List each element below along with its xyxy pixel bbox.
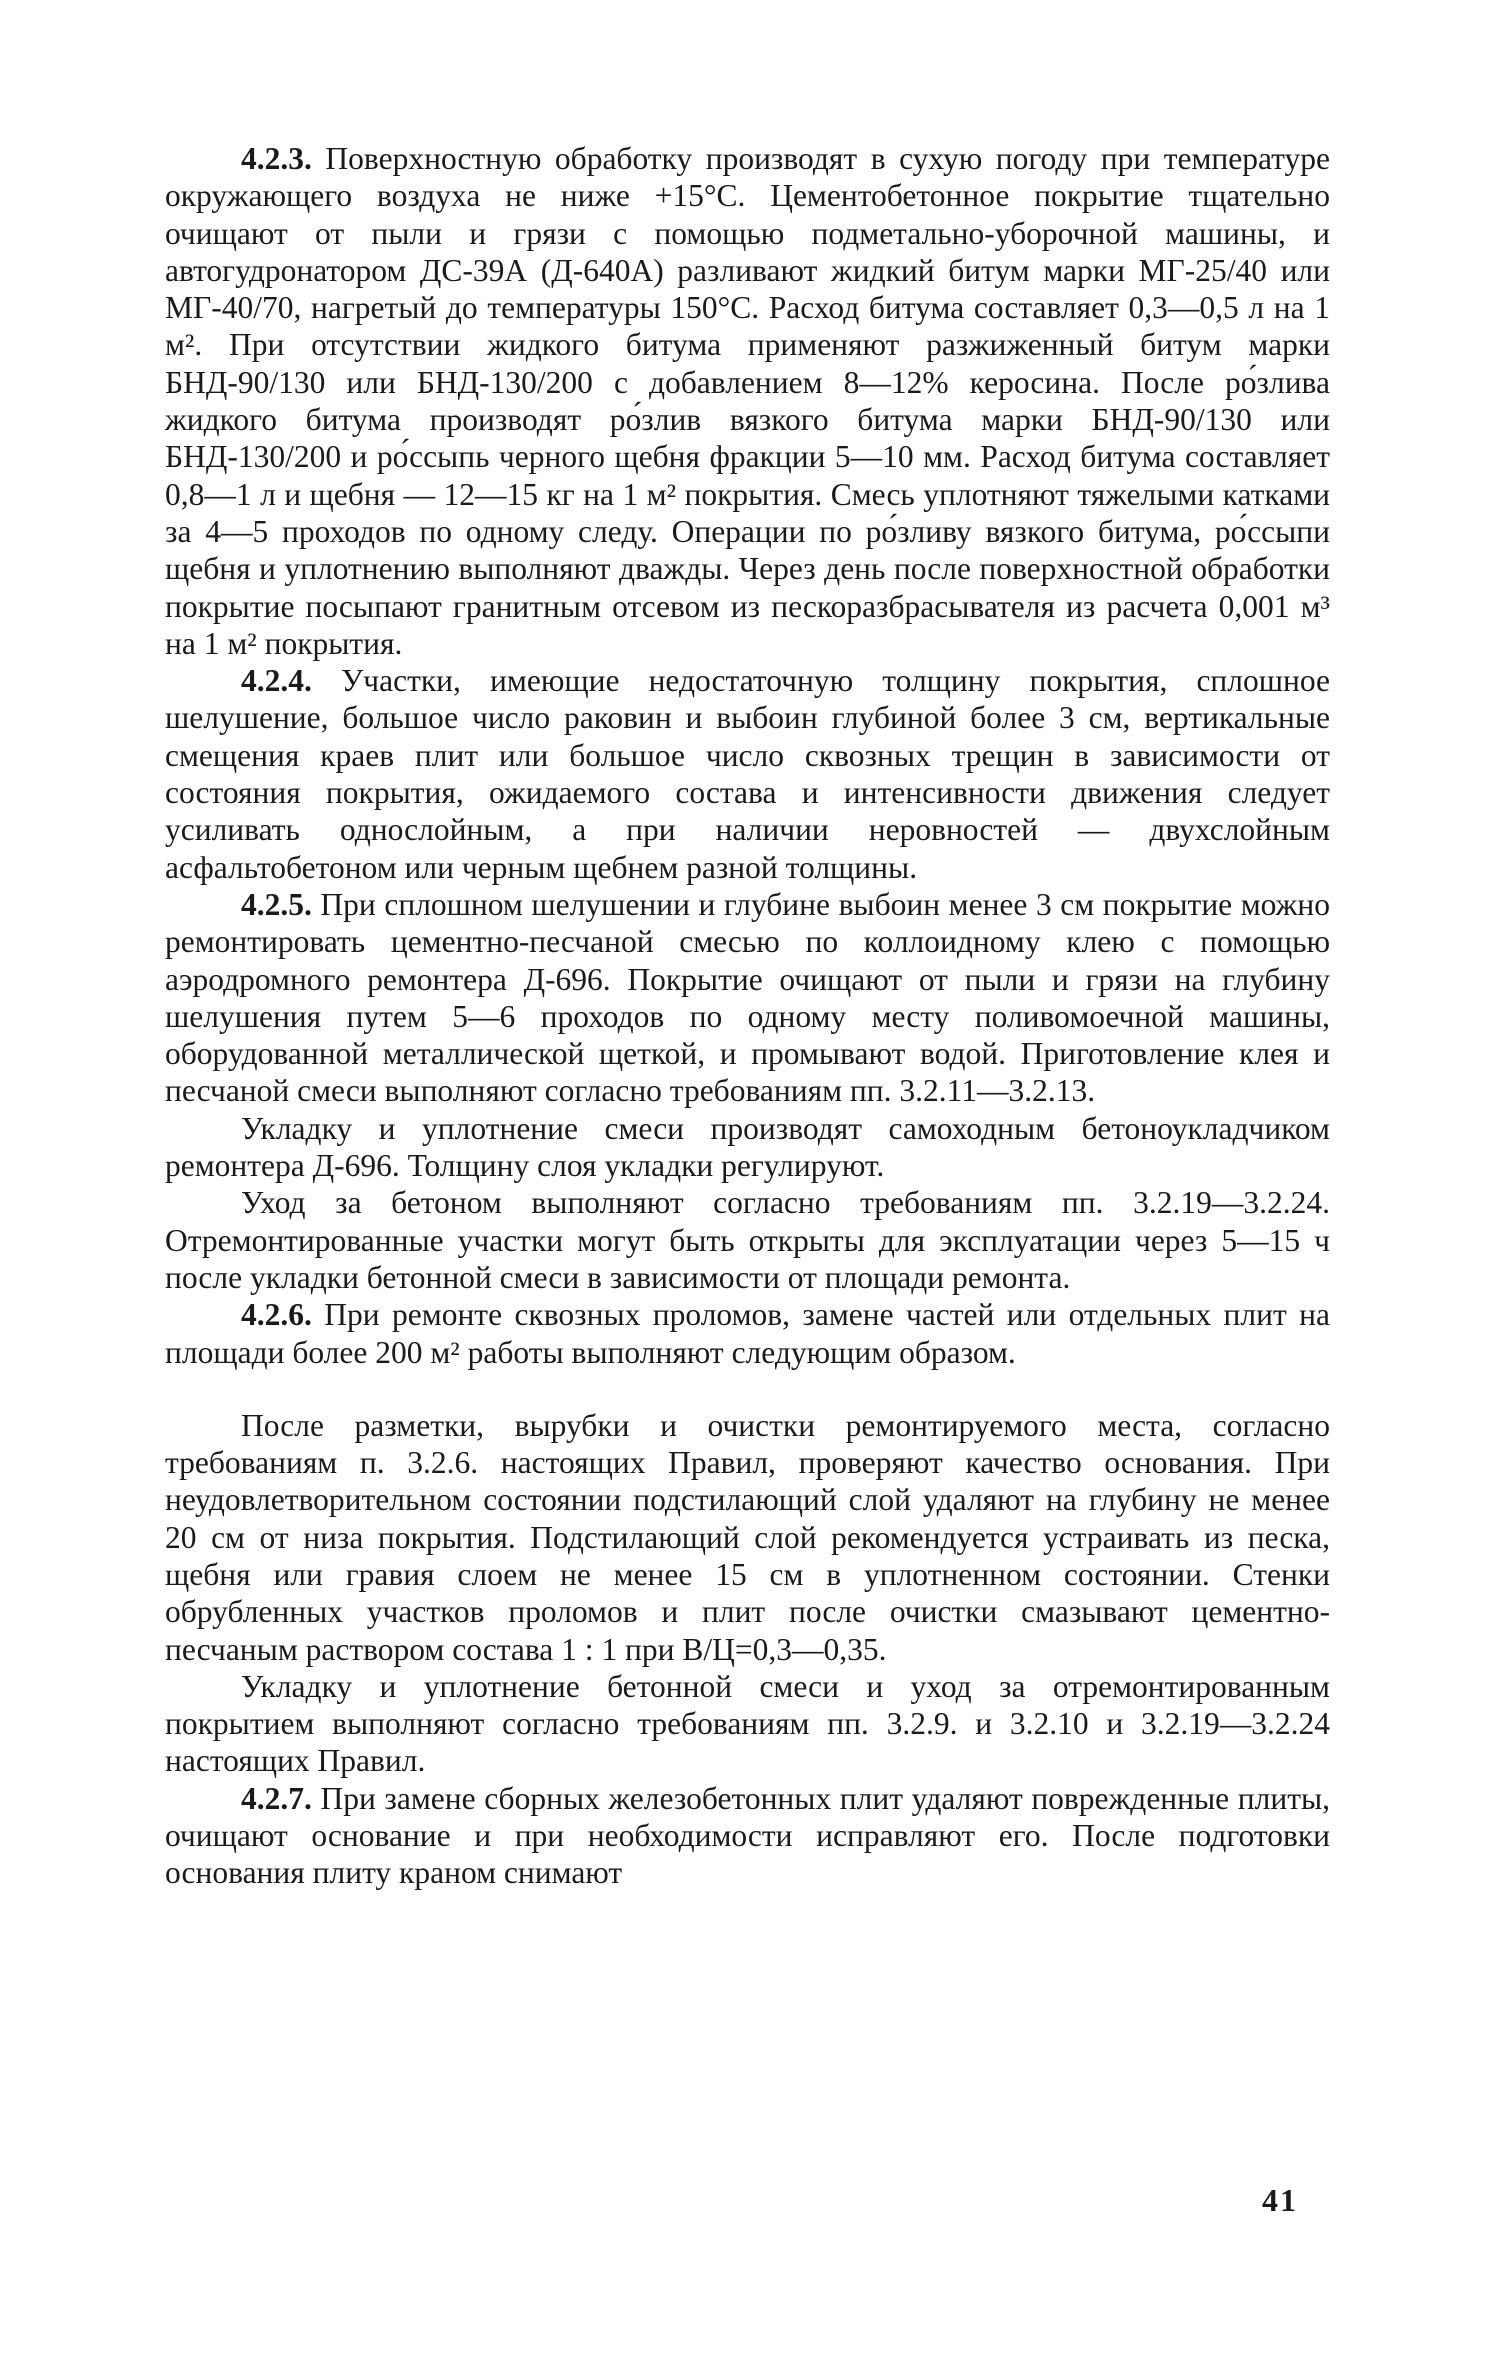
paragraph-4-2-7 (165, 1780, 1330, 1892)
paragraph-text: При замене сборных железобетонных плит удаляют поврежденные плиты, очищают основание и при необходимости исправляют его. После подготовки основания плиту краном снимают (165, 1780, 1330, 1891)
paragraph-text: При сплошном шелушении и глубине выбоин менее 3 см покрытие можно ремонтировать цементно-песчаной смесью по коллоидному клею с помощью аэродромного ремонтера Д-696. Покрытие очищают от пыли и грязи на глубину шелушения путем 5—6 проходов по одному месту поливомоечной машины, оборудованной металлической щеткой, и промывают водой. Приготовление клея и песчаной смеси выполняют согласно требованиям пп. 3.2.11—3.2.13. (165, 886, 1330, 1109)
page-number: 41 (1262, 2182, 1298, 2218)
paragraph-4-2-6 (165, 1296, 1330, 1371)
paragraph-laying-concrete (165, 1668, 1330, 1780)
paragraph-text: Укладку и уплотнение бетонной смеси и уход за отремонтированным покрытием выполняют согласно требованиям пп. 3.2.9. и 3.2.10 и 3.2.19—3.2.24 настоящих Правил. (165, 1668, 1330, 1779)
paragraph-text: Участки, имеющие недостаточную толщину покрытия, сплошное шелушение, большое число раковин и выбоин глубиной более 3 см, вертикальные смещения краев плит или большое число сквозных трещин в зависимости от состояния покрытия, ожидаемого состава и интенсивности движения следует усиливать однослойным, а при наличии неровностей — двухслойным асфальтобетоном или черным щебнем разной толщины. (165, 663, 1330, 885)
paragraph-text: При ремонте сквозных проломов, замене частей или отдельных плит на площади более 200 м² работы выполняют следующим образом. (165, 1297, 1330, 1370)
paragraph-text: Поверхностную обработку производят в сухую погоду при температуре окружающего воздуха не ниже +15°С. Цементобетонное покрытие тщательно очищают от пыли и грязи с помощью подметально-уборочной машины, и автогудронатором ДС-39А (Д-640А) разливают жидкий битум марки МГ-25/40 или МГ-40/70, нагретый до температуры 150°С. Расход битума составляет 0,3—0,5 л на 1 м². При отсутствии жидкого битума применяют разжиженный битум марки БНД-90/130 или БНД-130/200 с добавлением 8—12% керосина. После ро́злива жидкого битума производят ро́злив вязкого битума марки БНД-90/130 или БНД-130/200 и ро́ссыпь черного щебня фракции 5—10 мм. Расход битума составляет 0,8—1 л и щебня — 12—15 кг на 1 м² покрытия. Смесь уплотняют тяжелыми катками за 4—5 проходов по одному следу. Операции по ро́зливу вязкого битума, ро́ссыпи щебня и уплотнению выполняют дважды. Через день после поверхностной обработки покрытие посыпают гранитным отсевом из пескоразбрасывателя из расчета 0,001 м³ на 1 м² покрытия. (165, 141, 1330, 661)
paragraph-laying (165, 1110, 1330, 1185)
document-page (165, 140, 1330, 1892)
paragraph-text: Уход за бетоном выполняют согласно требованиям пп. 3.2.19—3.2.24. Отремонтированные участки могут быть открыты для эксплуатации через 5—15 ч после укладки бетонной смеси в зависимости от площади ремонта. (165, 1185, 1330, 1295)
paragraph-text: Укладку и уплотнение смеси производят самоходным бетоноукладчиком ремонтера Д-696. Толщину слоя укладки регулируют. (165, 1110, 1330, 1184)
paragraph-marking (165, 1407, 1330, 1668)
section-number: 4.2.3. (241, 141, 312, 176)
paragraph-4-2-3 (165, 140, 1330, 662)
paragraph-curing (165, 1184, 1330, 1296)
paragraph-text: После разметки, вырубки и очистки ремонтируемого места, согласно требованиям п. 3.2.6. настоящих Правил, проверяют качество основания. При неудовлетворительном состоянии подстилающий слой удаляют на глубину не менее 20 см от низа покрытия. Подстилающий слой рекомендуется устраивать из песка, щебня или гравия слоем не менее 15 см в уплотненном состоянии. Стенки обрубленных участков проломов и плит после очистки смазывают цементно-песчаным раствором состава 1 : 1 при В/Ц=0,3—0,35. (165, 1407, 1330, 1667)
section-number: 4.2.5. (241, 886, 312, 922)
paragraph-4-2-5 (165, 886, 1330, 1110)
section-number: 4.2.4. (241, 663, 312, 699)
paragraph-4-2-4 (165, 662, 1330, 886)
section-number: 4.2.7. (241, 1780, 312, 1816)
section-number: 4.2.6. (241, 1297, 312, 1333)
